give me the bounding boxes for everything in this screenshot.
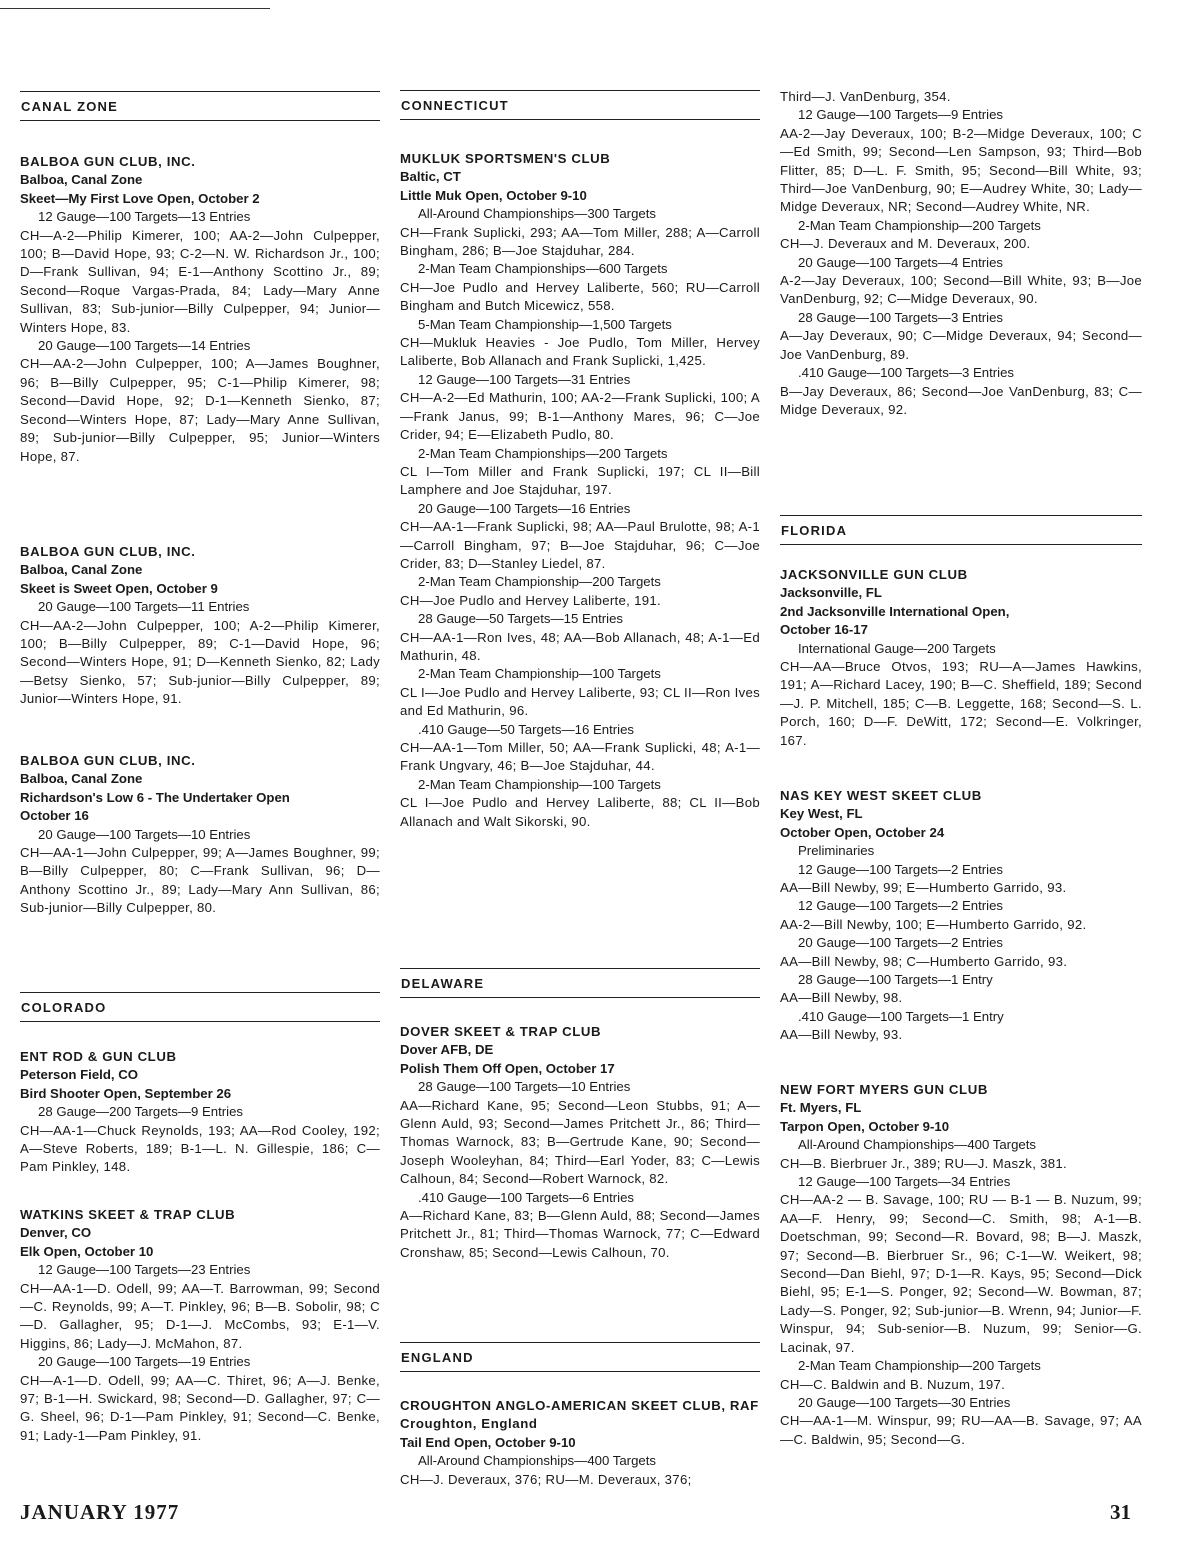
event-results: AA—Bill Newby, 98.	[780, 990, 903, 1006]
event-heading: All-Around Championships—300 Targets	[418, 206, 656, 222]
section-title: DELAWARE	[401, 976, 485, 991]
event-heading: 2-Man Team Championships—600 Targets	[418, 261, 668, 277]
club-name: BALBOA GUN CLUB, INC.	[20, 154, 196, 169]
event-heading: 12 Gauge—100 Targets—31 Entries	[418, 371, 631, 387]
event-heading: 20 Gauge—100 Targets—14 Entries	[38, 338, 251, 354]
club-report	[400, 150, 760, 831]
event-title: Richardson's Low 6 - The Undertaker Open	[20, 789, 290, 805]
event-date: October 16	[20, 808, 89, 824]
club-location: Balboa, Canal Zone	[20, 562, 143, 578]
club-name: BALBOA GUN CLUB, INC.	[20, 753, 196, 768]
club-name: WATKINS SKEET & TRAP CLUB	[20, 1207, 236, 1222]
club-report	[20, 153, 380, 466]
event-results: AA—Bill Newby, 98; C—Humberto Garrido, 93.	[780, 953, 1068, 969]
event-heading: 28 Gauge—100 Targets—1 Entry	[798, 972, 993, 988]
event-heading: 12 Gauge—100 Targets—23 Entries	[38, 1262, 251, 1278]
event-heading: All-Around Championships—400 Targets	[798, 1137, 1036, 1153]
club-location: Dover AFB, DE	[400, 1042, 494, 1058]
event-heading: 20 Gauge—100 Targets—4 Entries	[798, 254, 1004, 270]
event-results: A—Jay Deveraux, 90; C—Midge Deveraux, 94; Second—Joe VanDenburg, 89.	[780, 328, 1142, 362]
section-header-canal-zone	[20, 91, 380, 121]
club-name: CROUGHTON ANGLO-AMERICAN SKEET CLUB, RAF Croughton, England	[400, 1398, 759, 1432]
club-location: Peterson Field, CO	[20, 1067, 138, 1083]
club-location: Jacksonville, FL	[780, 585, 882, 601]
club-name: MUKLUK SPORTSMEN'S CLUB	[400, 151, 611, 166]
event-heading: 28 Gauge—100 Targets—10 Entries	[418, 1079, 631, 1095]
section-header-florida	[780, 515, 1142, 545]
event-heading: .410 Gauge—100 Targets—3 Entries	[798, 365, 1015, 381]
club-report	[780, 566, 1142, 750]
club-name: JACKSONVILLE GUN CLUB	[780, 567, 968, 582]
section-title: COLORADO	[21, 1000, 107, 1015]
event-title: Polish Them Off Open, October 17	[400, 1060, 615, 1076]
page-number: 31	[1110, 1500, 1131, 1524]
event-heading: 5-Man Team Championship—1,500 Targets	[418, 316, 672, 332]
event-results: B—Jay Deveraux, 86; Second—Joe VanDenburg, 83; C—Midge Deveraux, 92.	[780, 383, 1142, 417]
issue-date: JANUARY 1977	[20, 1500, 180, 1524]
event-heading: 12 Gauge—100 Targets—2 Entries	[798, 898, 1004, 914]
section-title: CANAL ZONE	[21, 99, 118, 114]
event-title: October Open, October 24	[780, 824, 945, 840]
event-heading: 12 Gauge—100 Targets—2 Entries	[798, 861, 1004, 877]
event-results: CH—AA-1—Ron Ives, 48; AA—Bob Allanach, 48; A-1—Ed Mathurin, 48.	[400, 629, 760, 663]
event-heading: 28 Gauge—100 Targets—3 Entries	[798, 309, 1004, 325]
event-heading: 2-Man Team Championship—200 Targets	[798, 1358, 1041, 1374]
event-results: AA-2—Jay Deveraux, 100; B-2—Midge Deveraux, 100; C—Ed Smith, 99; Second—Len Sampson, 93; Third—Bob Flitter, 85; D—L. F. Smith, 95; Second—Bill White, 93; Third—Joe VanDenburg, 90; E—Audrey White, 30; Lady—Midge Deveraux, NR; Second—Audrey White, NR.	[780, 125, 1142, 215]
event-results: CH—AA-2 — B. Savage, 100; RU — B-1 — B. Nuzum, 99; AA—F. Henry, 99; Second—C. Smith, 98; A-1—B. Doetschman, 99; Second—R. Bovard, 98; B—J. Maszk, 97; Second—B. Bierbruer Sr., 96; C-1—W. Weikert, 98; Second—Dan Biehl, 97; D-1—R. Kays, 95; Second—Dick Biehl, 95; E-1—S. Ponger, 92; Second—W. Bowman, 87; Lady—S. Ponger, 92; Sub-junior—B. Wrenn, 94; Junior—F. Winspur, 94; Sub-senior—B. Nuzum, 99; Senior—G. Lacinak, 97.	[780, 1192, 1142, 1355]
club-report	[20, 543, 380, 709]
club-location: Denver, CO	[20, 1225, 92, 1241]
event-results: CH—Joe Pudlo and Hervey Laliberte, 560; RU—Carroll Bingham and Butch Micewicz, 558.	[400, 279, 760, 314]
event-heading: 12 Gauge—100 Targets—9 Entries	[798, 107, 1004, 123]
event-heading: 2-Man Team Championship—100 Targets	[418, 666, 661, 682]
event-results: A—Richard Kane, 83; B—Glenn Auld, 88; Second—James Pritchett Jr., 81; Third—Thomas Warnock, 77; C—Edward Cronshaw, 85; Second—Lewis Calhoun, 70.	[400, 1208, 760, 1260]
club-location: Balboa, Canal Zone	[20, 172, 143, 188]
event-title: Bird Shooter Open, September 26	[20, 1085, 232, 1101]
event-results: CH—A-2—Philip Kimerer, 100; AA-2—John Culpepper, 100; B—David Hope, 93; C-2—N. W. Richardson Jr., 100; D—Frank Sullivan, 94; E-1—Anthony Scottino Jr., 89; Second—Roque Vargas-Prada, 84; Lady—Mary Anne Sullivan, 83; Sub-junior—Billy Culpepper, 94; Junior—Winters Hope, 83.	[20, 227, 380, 335]
event-results: CL I—Tom Miller and Frank Suplicki, 197; CL II—Bill Lamphere and Joe Stajduhar, 197.	[400, 463, 760, 498]
event-results: AA—Richard Kane, 95; Second—Leon Stubbs, 91; A—Glenn Auld, 93; Second—James Pritchett Jr., 86; Third—Thomas Warnock, 83; B—Gertrude Kane, 90; Second—Joseph Wooleyhan, 84; Third—Earl Yoder, 83; C—Lewis Calhoun, 84; Second—Robert Warnock, 82.	[400, 1097, 760, 1187]
event-heading: 20 Gauge—100 Targets—2 Entries	[798, 935, 1004, 951]
section-header-delaware	[400, 968, 760, 998]
club-report	[400, 1023, 760, 1262]
event-title: Skeet—My First Love Open, October 2	[20, 190, 260, 206]
event-results: CH—AA-1—Frank Suplicki, 98; AA—Paul Brulotte, 98; A-1—Carroll Bingham, 97; B—Joe Stajduhar, 96; C—Joe Crider, 83; D—Stanley Liedel, 87.	[400, 519, 760, 571]
event-results: CH—AA—Bruce Otvos, 193; RU—A—James Hawkins, 191; A—Richard Lacey, 190; B—C. Sheffield, 189; Second—J. P. Mitchell, 185; C—B. Leggette, 168; Second—S. L. Porch, 160; D—F. DeWitt, 172; Second—E. Volkringer, 167.	[780, 659, 1142, 748]
club-name: BALBOA GUN CLUB, INC.	[20, 544, 196, 559]
section-title: FLORIDA	[781, 523, 848, 538]
event-results: CL I—Joe Pudlo and Hervey Laliberte, 88; CL II—Bob Allanach and Walt Sikorski, 90.	[400, 795, 760, 829]
event-results: CH—A-1—D. Odell, 99; AA—C. Thiret, 96; A—J. Benke, 97; B-1—H. Swickard, 98; Second—D. Gallagher, 97; C—G. Sheel, 96; D-1—Pam Pinkley, 91; Second—C. Benke, 91; Lady-1—Pam Pinkley, 91.	[20, 1372, 380, 1443]
section-header-connecticut	[400, 90, 760, 120]
event-results: CL I—Joe Pudlo and Hervey Laliberte, 93; CL II—Ron Ives and Ed Mathurin, 96.	[400, 684, 760, 719]
event-results: CH—AA-2—John Culpepper, 100; A-2—Philip Kimerer, 100; B—Billy Culpepper, 89; C-1—David Hope, 96; Second—Winters Hope, 91; D—Kenneth Sienko, 82; Lady—Betsy Sienko, 57; Sub-junior—Billy Culpepper, 89; Junior—Winters Hope, 91.	[20, 617, 380, 707]
event-heading: 20 Gauge—100 Targets—30 Entries	[798, 1394, 1011, 1410]
club-name: NEW FORT MYERS GUN CLUB	[780, 1082, 988, 1097]
event-date: October 16-17	[780, 622, 868, 638]
club-location: Key West, FL	[780, 806, 863, 822]
section-title: ENGLAND	[401, 1350, 474, 1365]
event-results: CH—AA-1—Tom Miller, 50; AA—Frank Suplicki, 48; A-1—Frank Ungvary, 46; B—Joe Stajduhar, 44.	[400, 740, 760, 774]
club-report	[780, 1081, 1142, 1449]
event-results: AA-2—Bill Newby, 100; E—Humberto Garrido, 92.	[780, 916, 1087, 932]
event-results: CH—Frank Suplicki, 293; AA—Tom Miller, 288; A—Carroll Bingham, 286; B—Joe Stajduhar, 284.	[400, 224, 760, 259]
event-heading: .410 Gauge—50 Targets—16 Entries	[418, 721, 635, 737]
club-location: Ft. Myers, FL	[780, 1100, 862, 1116]
event-heading: 2-Man Team Championships—200 Targets	[418, 445, 668, 461]
event-results: CH—AA-2—John Culpepper, 100; A—James Boughner, 96; B—Billy Culpepper, 95; C-1—Philip Kimerer, 98; Second—David Hope, 92; D-1—Kenneth Sienko, 87; Second—Winters Hope, 87; Lady—Mary Anne Sullivan, 89; Sub-junior—Billy Culpepper, 95; Junior—Winters Hope, 87.	[20, 356, 380, 464]
event-results: CH—Mukluk Heavies - Joe Pudlo, Tom Miller, Hervey Laliberte, Bob Allanach and Frank Suplicki, 1,425.	[400, 335, 760, 369]
event-results: CH—J. Deveraux, 376; RU—M. Deveraux, 376;	[400, 1471, 692, 1487]
event-title: 2nd Jacksonville International Open,	[780, 603, 1010, 619]
club-report	[20, 1206, 380, 1445]
club-report	[780, 787, 1142, 1045]
event-heading: 2-Man Team Championship—200 Targets	[418, 574, 661, 590]
event-heading: 2-Man Team Championship—100 Targets	[418, 776, 661, 792]
event-results: CH—AA-1—John Culpepper, 99; A—James Boughner, 99; B—Billy Culpepper, 80; C—Frank Sullivan, 96; D—Anthony Scottino Jr., 89; Lady—Mary Ann Sullivan, 86; Sub-junior—Billy Culpepper, 80.	[20, 845, 380, 916]
top-rule	[0, 8, 270, 9]
event-title: Little Muk Open, October 9-10	[400, 187, 587, 203]
event-heading: 20 Gauge—100 Targets—10 Entries	[38, 826, 251, 842]
event-title: Skeet is Sweet Open, October 9	[20, 580, 218, 596]
event-results: A-2—Jay Deveraux, 100; Second—Bill White, 93; B—Joe VanDenburg, 92; C—Midge Deveraux, 90.	[780, 273, 1142, 307]
event-results: CH—B. Bierbruer Jr., 389; RU—J. Maszk, 381.	[780, 1155, 1067, 1171]
event-heading: 28 Gauge—200 Targets—9 Entries	[38, 1104, 244, 1120]
club-report	[400, 1397, 760, 1489]
event-heading: .410 Gauge—100 Targets—6 Entries	[418, 1189, 635, 1205]
event-heading: 12 Gauge—100 Targets—34 Entries	[798, 1174, 1011, 1190]
event-title: Tarpon Open, October 9-10	[780, 1118, 950, 1134]
event-results: AA—Bill Newby, 93.	[780, 1027, 903, 1043]
event-heading: International Gauge—200 Targets	[798, 640, 996, 656]
club-name: ENT ROD & GUN CLUB	[20, 1049, 177, 1064]
section-title: CONNECTICUT	[401, 98, 509, 113]
section-header-colorado	[20, 992, 380, 1022]
event-subheading: Preliminaries	[798, 843, 875, 859]
event-heading: 2-Man Team Championship—200 Targets	[798, 217, 1041, 233]
event-heading: 20 Gauge—100 Targets—11 Entries	[38, 599, 250, 615]
event-heading: .410 Gauge—100 Targets—1 Entry	[798, 1008, 1004, 1024]
event-heading: 12 Gauge—100 Targets—13 Entries	[38, 209, 251, 225]
club-report	[20, 1048, 380, 1177]
event-title: Tail End Open, October 9-10	[400, 1434, 576, 1450]
event-results: CH—AA-1—Chuck Reynolds, 193; AA—Rod Cooley, 192; A—Steve Roberts, 189; B-1—L. N. Gillespie, 186; C—Pam Pinkley, 148.	[20, 1122, 380, 1175]
club-report-continued	[780, 88, 1142, 419]
event-title: Elk Open, October 10	[20, 1243, 154, 1259]
event-results: CH—A-2—Ed Mathurin, 100; AA-2—Frank Suplicki, 100; A—Frank Janus, 99; B-1—Anthony Mares, 96; C—Joe Crider, 94; E—Elizabeth Pudlo, 80.	[400, 390, 760, 443]
event-results: Third—J. VanDenburg, 354.	[780, 89, 951, 104]
event-results: CH—Joe Pudlo and Hervey Laliberte, 191.	[400, 592, 661, 608]
event-results: AA—Bill Newby, 99; E—Humberto Garrido, 93.	[780, 880, 1067, 896]
event-results: CH—C. Baldwin and B. Nuzum, 197.	[780, 1376, 1006, 1392]
section-header-england	[400, 1342, 760, 1372]
club-report	[20, 752, 380, 918]
event-results: CH—J. Deveraux and M. Deveraux, 200.	[780, 236, 1031, 252]
event-heading: 20 Gauge—100 Targets—19 Entries	[38, 1354, 251, 1370]
event-heading: All-Around Championships—400 Targets	[418, 1453, 656, 1469]
club-name: NAS KEY WEST SKEET CLUB	[780, 788, 982, 803]
event-heading: 20 Gauge—100 Targets—16 Entries	[418, 500, 631, 516]
club-location: Balboa, Canal Zone	[20, 771, 143, 787]
event-heading: 28 Gauge—50 Targets—15 Entries	[418, 611, 624, 627]
event-results: CH—AA-1—D. Odell, 99; AA—T. Barrowman, 99; Second—C. Reynolds, 99; A—T. Pinkley, 96; B—B. Sobolir, 98; C—D. Gallagher, 95; D-1—J. McCombs, 93; E-1—V. Higgins, 86; Lady—J. McMahon, 87.	[20, 1280, 380, 1351]
event-results: CH—AA-1—M. Winspur, 99; RU—AA—B. Savage, 97; AA—C. Baldwin, 95; Second—G.	[780, 1413, 1142, 1447]
club-name: DOVER SKEET & TRAP CLUB	[400, 1024, 602, 1039]
club-location: Baltic, CT	[400, 169, 461, 185]
